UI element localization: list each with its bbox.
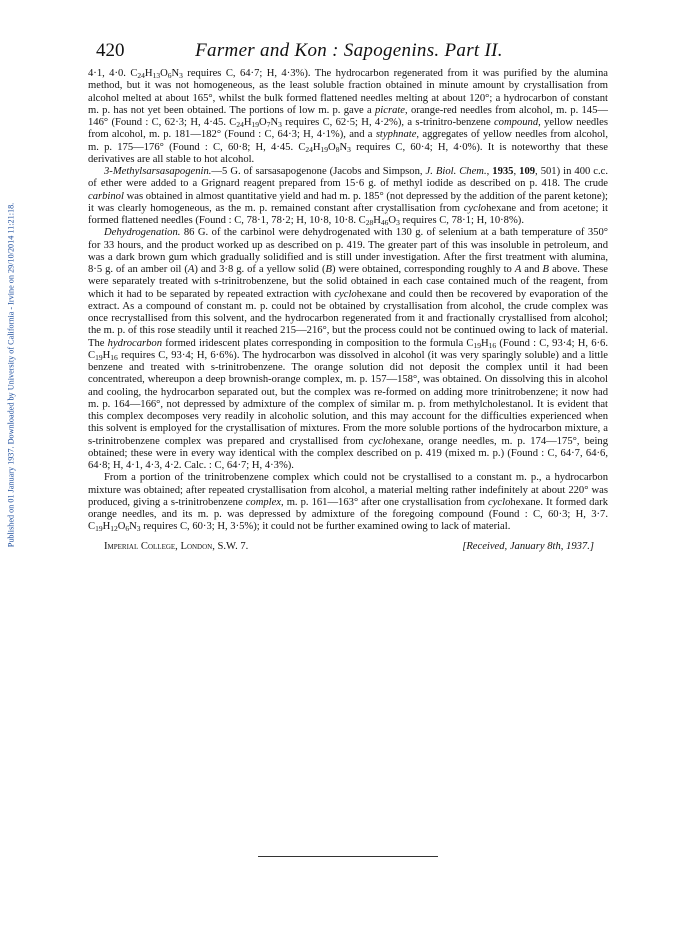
paragraph-3: Dehydrogenation. 86 G. of the carbinol were dehydrogenated with 130 g. of selenium at a bath temperature of 350° for 33 hours, and the product worked up as described on p. 419. The greater part of this was insoluble in petroleum, and was a dark brown gum which gradually solidified and is still under investigation. After the first treatment with alumina, 8·5 g. of an amber oil (A) and 3·8 g. of a yellow solid (B) were obtained, corresponding roughly to A and B above. These were separately treated with s-trinitrobenzene, but the solid obtained in each case contained much of the reagent, from which it had to be separated by repeated extraction with cyclohexane and could then be recovered by evaporation of the extract. As a compound of constant m. p. could not be obtained by crystallisation from alcohol, the crude complex was once recrystallised from this solvent, and the hydrocarbon regenerated from it and fractionally crystallised from alcohol; the m. p. of this rose steadily until it reached 215—216°, but the process could not be continued owing to lack of material. The hydrocarbon formed iridescent plates corresponding in composition to the formula $C_{19}H_{16}$ (Found : C, 93·4; H, 6·6. $C_{19}H_{16}$ requires C, 93·4; H, 6·6%). The hydrocarbon was dissolved in alcohol (it was very sparingly soluble) and a little benzene and treated with s-trinitrobenzene. The orange solution did not deposit the complex until it had been concentrated, whereupon a deep brownish-orange complex, m. p. 157—158°, was obtained. On dissolving this in alcohol and cooling, the hydrocarbon separated out, but the complex was re-formed on adding more trinitrobenzene; it now had m. p. 164—166°, not depressed by admixture of the complex of similar m. p. from methylcholestanol. It is evident that this complex decomposes very readily in alcoholic solution, and this may account for the difficulties experienced when this solvent is employed for the crystallisation of mixtures. From the more soluble portions of the hydrocarbon mixture, a s-trinitrobenzene complex was prepared and crystallised from cyclohexane, orange needles, m. p. 174—175°, being obtained; these were in every way identical with the complex described on p. 419 (mixed m. p.) (Found : C, 64·7, 64·6, 64·8; H, 4·1, 4·3, 4·2. Calc. : C, 64·7; H, 4·3%). [88, 227, 609, 471]
page-number: 420 [96, 40, 125, 61]
article-footer [88, 541, 608, 553]
paragraph-1: 4·1, 4·0. $C_{24}H_{13}O_6N_3$ requires C, 64·7; H, 4·3%). The hydrocarbon regenerated from it was purified by the alumina method, but it was not homogeneous, as the least soluble fraction obtained in minute amount by crystallisation from alcohol melted at about 165°, whilst the bulk formed flattened needles melting at about 120°; a hydrocarbon of constant m. p. has not yet been obtained. The portions of low m. p. gave a picrate, orange-red needles from alcohol, m. p. 145—146° (Found : C, 62·3; H, 4·45. $C_{24}H_{19}O_7N_3$ requires C, 62·5; H, 4·2%), a s-trinitro-benzene compound, yellow needles from alcohol, m. p. 181—182° (Found : C, 64·3; H, 4·1%), and a styphnate, aggregates of yellow needles from alcohol, m. p. 175—176° (Found : C, 60·8; H, 4·45. $C_{24}H_{19}O_8N_3$ requires C, 60·4; H, 4·0%). It is noteworthy that these derivatives are all stable to hot alcohol. [88, 68, 609, 165]
running-head: Farmer and Kon : Sapogenins. Part II. [195, 40, 503, 61]
section-title-dehydrogenation: Dehydrogenation. [104, 227, 181, 239]
download-watermark-text: Published on 01 January 1937. Downloaded by University of California - Irvine on 29/10/2014 11:21:18. [6, 202, 16, 548]
paragraph-4: From a portion of the trinitrobenzene complex which could not be crystallised to a constant m. p., a hydrocarbon mixture was obtained; after repeated crystallisation from alcohol, a material melting rather indefinitely at about 220° was produced, giving a s-trinitrobenzene complex, m. p. 161—163° after one crystallisation from cyclohexane. It formed dark orange needles, and its m. p. was depressed by admixture of the foregoing compound (Found : C, 60·3; H, 3·7. $C_{19}H_{12}O_6N_3$ requires C, 60·3; H, 3·5%); it could not be further examined owing to lack of material. [88, 472, 608, 534]
section-title-methylsarsasapogenin: 3-Methylsarsasapogenin. [104, 166, 212, 177]
affiliation: Imperial College, London, S.W. 7. [104, 540, 249, 552]
end-rule [258, 856, 438, 857]
download-watermark [4, 140, 18, 610]
article-body [88, 68, 608, 553]
page-header [96, 40, 602, 66]
paragraph-2: 3-Methylsarsasapogenin.—5 G. of sarsasapogenone (Jacobs and Simpson, J. Biol. Chem., 1935, 109, 501) in 400 c.c. of ether were added to a Grignard reagent prepared from 15·6 g. of methyl iodide as described on p. 418. The crude carbinol was obtained in almost quantitative yield and had m. p. 185° (not depressed by the addition of the parent ketone); it was clearly homogeneous, as the m. p. remained constant after crystallisation from cyclohexane and from acetone; it formed flattened needles (Found : C, 78·1, 78·2; H, 10·8, 10·8. $C_{28}H_{46}O_3$ requires C, 78·1; H, 10·8%). [88, 166, 609, 227]
received-date: [Received, January 8th, 1937.] [462, 540, 594, 552]
